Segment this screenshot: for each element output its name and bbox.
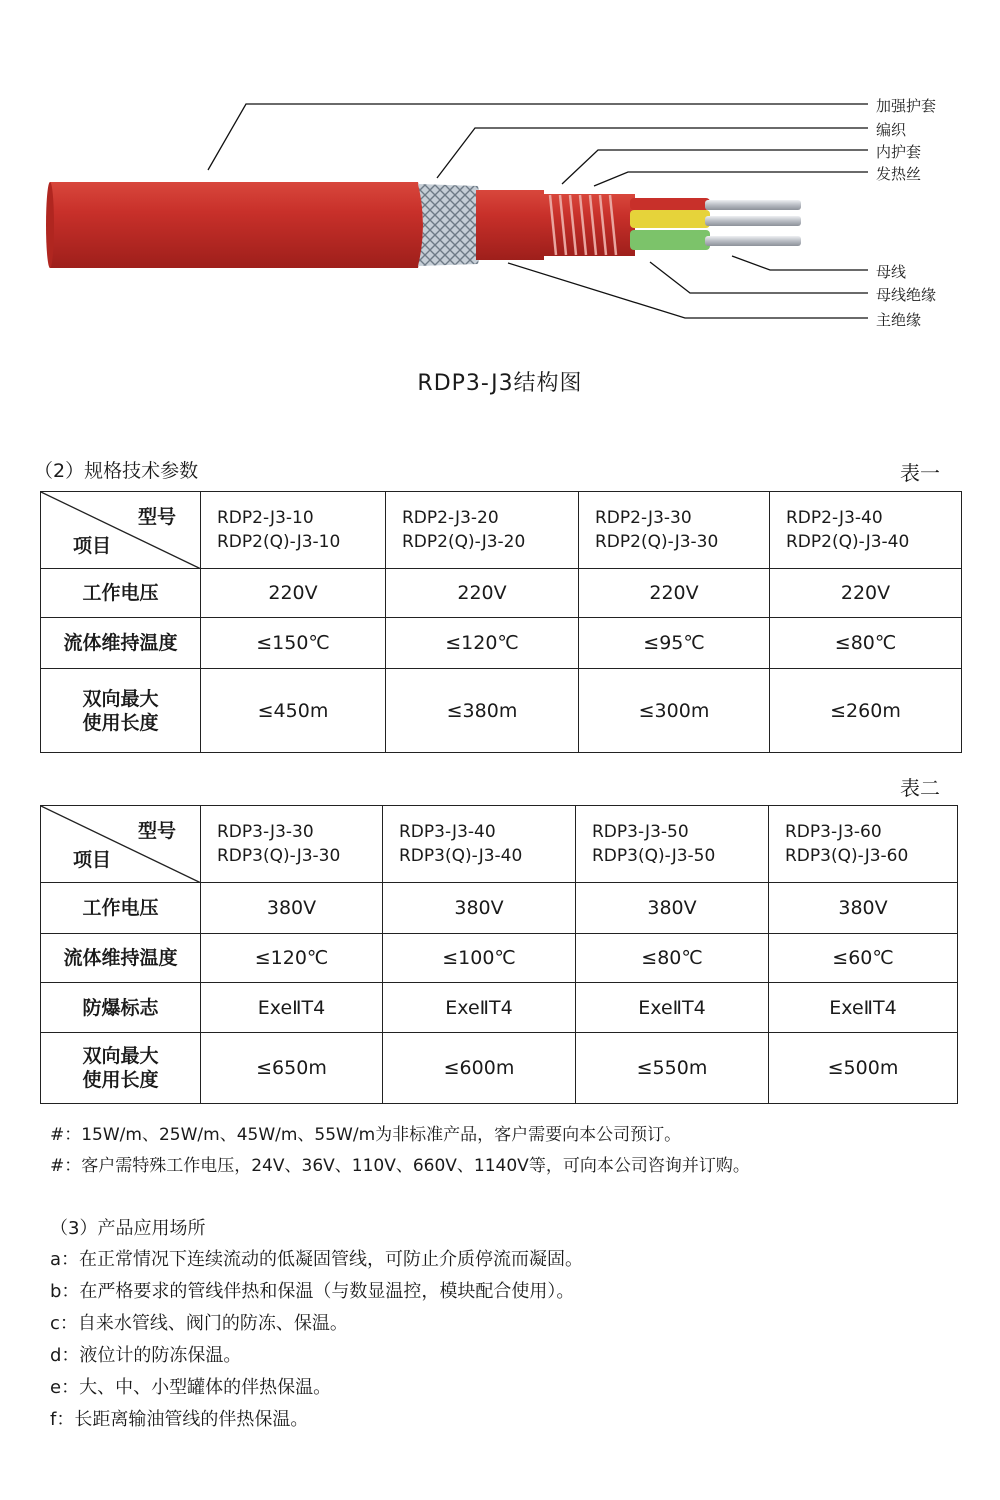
application-item: a：在正常情况下连续流动的低凝固管线，可防止介质停流而凝固。 [50, 1249, 584, 1270]
spec-table-2 [40, 805, 958, 1104]
model-name-q: RDP2(Q)-J3-40 [786, 532, 910, 552]
row-label: 防爆标志 [41, 983, 201, 1033]
application-item: d：液位计的防冻保温。 [50, 1345, 242, 1366]
table-cell: ≤100℃ [383, 934, 576, 983]
model-cell [386, 492, 579, 569]
table-cell: ≤260m [770, 669, 962, 753]
table-cell: ExeⅡT4 [576, 983, 769, 1033]
application-item: c：自来水管线、阀门的防冻、保温。 [50, 1313, 348, 1334]
table-cell: ≤380m [386, 669, 579, 753]
table-cell: ≤600m [383, 1033, 576, 1104]
table-cell: ≤120℃ [201, 934, 383, 983]
model-cell [201, 492, 386, 569]
table-cell: ≤450m [201, 669, 386, 753]
header-item-label: 项目 [73, 535, 112, 557]
table-cell: ≤95℃ [579, 618, 770, 669]
model-name-q: RDP2(Q)-J3-10 [217, 532, 341, 552]
header-item-label: 项目 [73, 849, 112, 871]
bus-wire-top [705, 200, 801, 210]
model-name: RDP2-J3-40 [786, 508, 883, 528]
row-label: 流体维持温度 [41, 618, 201, 669]
model-cell [769, 806, 958, 883]
row-label-line: 使用长度 [82, 711, 159, 734]
model-name: RDP3-J3-40 [399, 822, 496, 842]
model-name-q: RDP3(Q)-J3-30 [217, 846, 341, 866]
model-cell [770, 492, 962, 569]
model-name: RDP3-J3-30 [217, 822, 314, 842]
table-row [41, 669, 962, 753]
table-row [41, 883, 958, 934]
label-inner-jacket: 内护套 [876, 143, 922, 161]
table-row [41, 569, 962, 618]
model-name: RDP2-J3-20 [402, 508, 499, 528]
section-3-title: （3）产品应用场所 [50, 1218, 206, 1239]
table-header-row [41, 492, 962, 569]
model-name-q: RDP2(Q)-J3-20 [402, 532, 526, 552]
model-name-q: RDP3(Q)-J3-40 [399, 846, 523, 866]
header-model-label: 型号 [137, 820, 176, 842]
label-outer-jacket: 加强护套 [876, 97, 937, 115]
table-cell: ≤650m [201, 1033, 383, 1104]
outer-jacket-shape [50, 182, 423, 268]
bus-wire-bottom [705, 236, 801, 246]
bus-insulation-yellow [630, 210, 710, 228]
label-braid: 编织 [876, 121, 907, 139]
label-bus-insulation: 母线绝缘 [876, 286, 937, 304]
spec-table-1 [40, 491, 962, 753]
table-1-label: 表一 [900, 461, 940, 485]
model-name: RDP3-J3-60 [785, 822, 882, 842]
table-2-label: 表二 [900, 776, 940, 800]
table-cell: 380V [201, 883, 383, 934]
table-cell: ExeⅡT4 [383, 983, 576, 1033]
header-corner-cell [41, 492, 201, 569]
row-label: 工作电压 [41, 883, 201, 934]
header-corner-cell [41, 806, 201, 883]
diagram-caption: RDP3-J3结构图 [417, 371, 583, 396]
braid-shape [418, 184, 482, 266]
table-cell: 220V [579, 569, 770, 618]
table-cell: ≤80℃ [576, 934, 769, 983]
bus-insulation-green [630, 230, 710, 250]
table-cell: ExeⅡT4 [201, 983, 383, 1033]
model-name-q: RDP3(Q)-J3-60 [785, 846, 909, 866]
note-special-voltage: #：客户需特殊工作电压，24V、36V、110V、660V、1140V等，可向本公司咨询并订购。 [50, 1156, 750, 1176]
model-cell [383, 806, 576, 883]
note-nonstandard-products: #：15W/m、25W/m、45W/m、55W/m为非标准产品，客户需要向本公司预订。 [50, 1125, 682, 1145]
table-cell: 380V [383, 883, 576, 934]
model-cell [579, 492, 770, 569]
model-name-q: RDP3(Q)-J3-50 [592, 846, 716, 866]
model-name: RDP2-J3-30 [595, 508, 692, 528]
table-cell: ≤300m [579, 669, 770, 753]
bus-wire-middle [705, 216, 801, 226]
application-item: e：大、中、小型罐体的伴热保温。 [50, 1377, 332, 1398]
table-row [41, 983, 958, 1033]
table-row [41, 934, 958, 983]
label-main-insulation: 主绝缘 [876, 311, 922, 329]
table-cell: 380V [769, 883, 958, 934]
table-cell: ≤550m [576, 1033, 769, 1104]
row-label [41, 1033, 201, 1104]
cable-structure-diagram [0, 0, 1000, 340]
model-name-q: RDP2(Q)-J3-30 [595, 532, 719, 552]
row-label-line: 双向最大 [82, 687, 159, 710]
row-label-line: 使用长度 [82, 1069, 159, 1091]
model-name: RDP3-J3-50 [592, 822, 689, 842]
corner-diagonal [41, 806, 201, 883]
table-row [41, 618, 962, 669]
model-name: RDP2-J3-10 [217, 508, 314, 528]
application-item: f：长距离输油管线的伴热保温。 [50, 1409, 309, 1430]
table-row [41, 1033, 958, 1104]
table-cell: ExeⅡT4 [769, 983, 958, 1033]
label-heating-wire: 发热丝 [876, 165, 922, 183]
cable-drawing [0, 0, 1000, 340]
table-cell: ≤80℃ [770, 618, 962, 669]
model-cell [201, 806, 383, 883]
table-cell: ≤60℃ [769, 934, 958, 983]
table-cell: 380V [576, 883, 769, 934]
header-model-label: 型号 [137, 506, 176, 528]
label-bus-wire: 母线 [876, 263, 907, 281]
row-label: 工作电压 [41, 569, 201, 618]
table-header-row [41, 806, 958, 883]
inner-jacket-shape [476, 190, 544, 260]
model-cell [576, 806, 769, 883]
row-label [41, 669, 201, 753]
table-cell: 220V [770, 569, 962, 618]
table-cell: ≤500m [769, 1033, 958, 1104]
table-cell: 220V [386, 569, 579, 618]
table-cell: ≤120℃ [386, 618, 579, 669]
row-label-line: 双向最大 [82, 1045, 159, 1067]
section-2-title: （2）规格技术参数 [34, 460, 199, 482]
corner-diagonal [41, 492, 201, 569]
application-item: b：在严格要求的管线伴热和保温（与数显温控，模块配合使用）。 [50, 1281, 575, 1302]
row-label: 流体维持温度 [41, 934, 201, 983]
table-cell: 220V [201, 569, 386, 618]
table-cell: ≤150℃ [201, 618, 386, 669]
